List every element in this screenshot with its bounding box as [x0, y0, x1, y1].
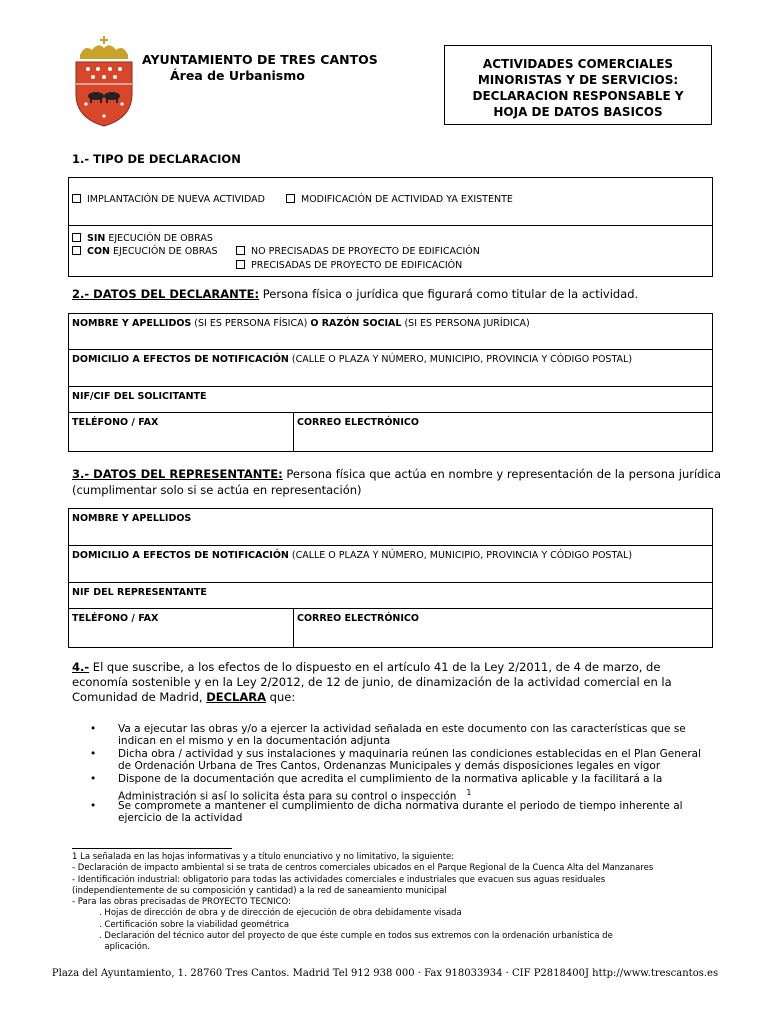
field-label: CORREO ELECTRÓNICO: [297, 613, 419, 624]
list-item-line: indican en el mismo y en la documentación adjunta: [118, 735, 391, 747]
field-telefono-fax-representante[interactable]: [69, 608, 293, 647]
representante-form: [68, 508, 713, 648]
checkbox[interactable]: [236, 246, 245, 255]
option-nueva-actividad[interactable]: [72, 193, 265, 206]
field-nombre-razon-social[interactable]: [69, 314, 712, 349]
bullet-list: [90, 723, 720, 825]
option-no-precisadas[interactable]: [236, 245, 480, 258]
paragraph-line: economía sostenible y en la Ley 2/2012, de 12 de junio, de dinamización de la actividad comercial en la: [72, 675, 672, 689]
municipal-crest-icon: [72, 36, 136, 128]
option-label-bold: SIN: [87, 233, 106, 244]
document-title-line: HOJA DE DATOS BASICOS: [493, 105, 663, 119]
section2-title-bold: 2.- DATOS DEL DECLARANTE:: [72, 287, 260, 301]
footnote-line: 1 La señalada en las hojas informativas y a título enunciativo y no limitativo, la siguiente:: [72, 852, 455, 862]
list-item-line: Se compromete a mantener el cumplimiento de dicha normativa durante el periodo de tiempo inherente al: [118, 800, 683, 812]
paragraph-text: que:: [266, 690, 296, 704]
footnote-line: . Hojas de dirección de obra y de dirección de ejecución de obra debidamente visada: [72, 908, 462, 919]
paragraph-line: [72, 660, 722, 675]
declarante-form: [68, 313, 713, 452]
field-correo[interactable]: [293, 412, 712, 451]
section3-title-rest: Persona física que actúa en nombre y representación de la persona jurídica: [282, 467, 722, 481]
field-label: NIF DEL REPRESENTANTE: [72, 587, 207, 598]
document-title-line: MINORISTAS Y DE SERVICIOS:: [477, 73, 679, 87]
section4-number: 4.-: [72, 660, 90, 674]
paragraph-text: Comunidad de Madrid,: [72, 690, 207, 704]
footnote-line: . Declaración del técnico autor del proyecto de que éste cumple en todos sus extremos con la ordenación urbanística de: [72, 931, 613, 942]
field-domicilio-representante[interactable]: [69, 545, 712, 582]
checkbox[interactable]: [236, 260, 245, 269]
document-title-line: DECLARACION RESPONSABLE Y: [472, 89, 684, 103]
option-precisadas[interactable]: [236, 259, 462, 272]
option-label: MODIFICACIÓN DE ACTIVIDAD YA EXISTENTE: [301, 194, 513, 205]
section3-title: [72, 467, 721, 482]
option-label-bold: CON: [87, 246, 110, 257]
declara-keyword: DECLARA: [206, 690, 267, 704]
org-department: Área de Urbanismo: [170, 68, 305, 83]
org-name: AYUNTAMIENTO DE TRES CANTOS: [142, 52, 378, 67]
list-item-line: Dispone de la documentación que acredita el cumplimiento de la normativa aplicable y la facilitará a la: [118, 773, 663, 785]
footnote-line: (independientemente de su composición y cantidad) a la red de saneamiento municipal: [72, 885, 447, 896]
section2-title-rest: Persona física o jurídica que figurará como titular de la actividad.: [259, 287, 639, 301]
field-correo-representante[interactable]: [293, 608, 712, 647]
document-title-box: [444, 45, 712, 125]
section2-title: [72, 287, 638, 302]
footnote-line: - Declaración de impacto ambiental si se trata de centros comerciales ubicados en el Parque Regional de la Cuenca Alta del Manzanares: [72, 863, 654, 874]
option-label: NO PRECISADAS DE PROYECTO DE EDIFICACIÓN: [251, 246, 480, 257]
footnote-line: . Certificación sobre la viabilidad geométrica: [72, 919, 290, 930]
field-label: (CALLE O PLAZA Y NÚMERO, MUNICIPIO, PROVINCIA Y CÓDIGO POSTAL): [288, 354, 633, 365]
checkbox[interactable]: [286, 194, 295, 203]
field-label: DOMICILIO A EFECTOS DE NOTIFICACIÓN: [72, 354, 289, 365]
field-label: (CALLE O PLAZA Y NÚMERO, MUNICIPIO, PROVINCIA Y CÓDIGO POSTAL): [288, 550, 633, 561]
field-label: NOMBRE Y APELLIDOS: [72, 513, 192, 524]
footnote-line: - Identificación industrial: obligatorio para todas las actividades comerciales e industriales que evacuen sus aguas residuales: [72, 874, 606, 885]
document-title-line: ACTIVIDADES COMERCIALES: [482, 57, 674, 71]
list-item: [90, 723, 720, 748]
footnote-line: aplicación.: [72, 942, 150, 953]
footnote-ref: 1: [466, 788, 472, 797]
checkbox[interactable]: [72, 194, 81, 203]
option-label: EJECUCIÓN DE OBRAS: [110, 246, 218, 257]
section4-paragraph: [72, 660, 722, 705]
option-con-obras[interactable]: [72, 245, 218, 258]
field-domicilio[interactable]: [69, 349, 712, 386]
bullet-icon: •: [90, 773, 97, 785]
list-item-line: Dicha obra / actividad y sus instalaciones y maquinaria reúnen las condiciones establecidas en el Plan General: [118, 748, 702, 760]
field-label: O RAZÓN SOCIAL: [310, 318, 402, 329]
section3-subtitle: (cumplimentar solo si se actúa en representación): [72, 483, 362, 497]
paragraph-line: [72, 690, 722, 705]
section1-title: 1.- TIPO DE DECLARACION: [72, 152, 241, 166]
field-nombre-representante[interactable]: [69, 509, 712, 545]
bullet-icon: •: [90, 748, 97, 760]
list-item-line: Va a ejecutar las obras y/o a ejercer la actividad señalada en este documento con las características que se: [118, 723, 686, 735]
field-label: TELÉFONO / FAX: [72, 417, 159, 428]
field-label: NIF/CIF DEL SOLICITANTE: [72, 391, 207, 402]
divider: [69, 225, 712, 226]
footnote: [72, 852, 717, 954]
section3-title-bold: 3.- DATOS DEL REPRESENTANTE:: [72, 467, 283, 481]
field-label: (SI ES PERSONA JURÍDICA): [401, 318, 530, 329]
page-footer: Plaza del Ayuntamiento, 1. 28760 Tres Cantos. Madrid Tel 912 938 000 · Fax 918033934 · CIF P2818400J http://www.trescantos.es: [51, 968, 719, 979]
bullet-icon: •: [90, 723, 97, 735]
checkbox[interactable]: [72, 246, 81, 255]
option-sin-obras[interactable]: [72, 232, 213, 245]
field-nif-representante[interactable]: [69, 582, 712, 608]
field-label: TELÉFONO / FAX: [72, 613, 159, 624]
checkbox[interactable]: [72, 233, 81, 242]
field-label: CORREO ELECTRÓNICO: [297, 417, 419, 428]
bullet-icon: •: [90, 800, 97, 812]
list-item-text: Administración si así lo solicita ésta para su control o inspección: [118, 790, 457, 803]
footnote-separator: [72, 848, 232, 849]
option-label: EJECUCIÓN DE OBRAS: [105, 233, 213, 244]
field-label: (SI ES PERSONA FÍSICA): [191, 318, 311, 329]
list-item: [90, 748, 720, 773]
field-telefono-fax[interactable]: [69, 412, 293, 451]
field-label: NOMBRE Y APELLIDOS: [72, 318, 192, 329]
footnote-line: - Para las obras precisadas de PROYECTO TECNICO:: [72, 897, 291, 908]
option-modificacion-actividad[interactable]: [286, 193, 513, 206]
list-item-line: de Ordenación Urbana de Tres Cantos, Ordenanzas Municipales y demás disposiciones legales en vigor: [118, 760, 661, 772]
field-label: DOMICILIO A EFECTOS DE NOTIFICACIÓN: [72, 550, 289, 561]
list-item: [90, 773, 720, 803]
paragraph-text: El que suscribe, a los efectos de lo dispuesto en el artículo 41 de la Ley 2/2011, de 4 de marzo, de: [89, 660, 661, 674]
option-label: PRECISADAS DE PROYECTO DE EDIFICACIÓN: [251, 260, 463, 271]
option-label: IMPLANTACIÓN DE NUEVA ACTIVIDAD: [87, 194, 265, 205]
list-item: [90, 800, 720, 825]
list-item-line: ejercicio de la actividad: [118, 812, 243, 824]
field-nif-cif[interactable]: [69, 386, 712, 412]
